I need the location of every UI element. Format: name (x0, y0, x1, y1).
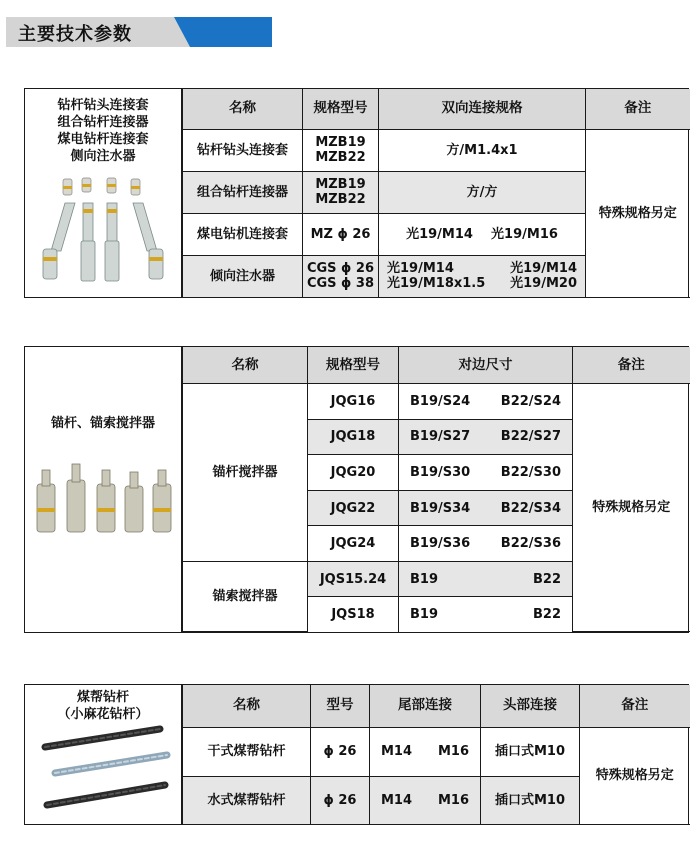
page-title: 主要技术参数 (18, 24, 132, 45)
row-tail: M14 M16 (370, 727, 481, 776)
side-line-1: 钻杆钻头连接套 (57, 98, 149, 113)
col-header-note: 备注 (573, 347, 690, 384)
col-header-name: 名称 (183, 685, 311, 727)
row-size: B19 B22 (399, 561, 573, 597)
row-model: JQG24 (308, 526, 399, 562)
row-model: CGS ϕ 26 CGS ϕ 38 (303, 255, 379, 297)
section-drill-rods (24, 684, 689, 825)
side-line-2: 组合钻杆连接器 (57, 115, 149, 130)
section-connectors (24, 88, 689, 298)
drill-rods-side-panel (25, 685, 182, 824)
note-cell: 特殊规格另定 (580, 727, 690, 824)
col-header-tail: 尾部连接 (370, 685, 481, 727)
mixers-table (182, 347, 690, 632)
row-spec: 光19/M14 光19/M14 光19/M18x1.5 光19/M20 (379, 255, 586, 297)
row-name: 煤电钻机连接套 (183, 213, 303, 255)
col-header-head: 头部连接 (481, 685, 580, 727)
group-name: 锚索搅拌器 (183, 561, 308, 631)
col-header-spec: 双向连接规格 (379, 89, 586, 129)
row-model: ϕ 26 (311, 727, 370, 776)
row-name: 水式煤帮钻杆 (183, 776, 311, 824)
row-model: JQG20 (308, 455, 399, 491)
col-header-name: 名称 (183, 347, 308, 384)
row-head: 插口式M10 (481, 776, 580, 824)
row-size: B19/S34 B22/S34 (399, 490, 573, 526)
row-size: B19 B22 (399, 597, 573, 632)
row-model: JQG22 (308, 490, 399, 526)
row-model: JQG18 (308, 419, 399, 455)
row-name: 组合钻杆连接器 (183, 171, 303, 213)
connectors-side-panel (25, 89, 182, 297)
note-cell: 特殊规格另定 (586, 129, 690, 297)
group-name: 锚杆搅拌器 (183, 384, 308, 562)
row-model: JQS15.24 (308, 561, 399, 597)
col-header-model: 型号 (311, 685, 370, 727)
row-model: MZB19 MZB22 (303, 129, 379, 171)
row-model: MZ ϕ 26 (303, 213, 379, 255)
row-model: MZB19 MZB22 (303, 171, 379, 213)
row-tail: M14 M16 (370, 776, 481, 824)
note-cell: 特殊规格另定 (573, 384, 690, 632)
row-spec: 方/M1.4x1 (379, 129, 586, 171)
row-size: B19/S24 B22/S24 (399, 384, 573, 420)
row-size: B19/S30 B22/S30 (399, 455, 573, 491)
row-name: 干式煤帮钻杆 (183, 727, 311, 776)
row-spec: 方/方 (379, 171, 586, 213)
mixers-side-title: 锚杆、锚索搅拌器 (50, 416, 155, 431)
side-line-4: 侧向注水器 (70, 149, 136, 164)
drill-rods-table (182, 685, 690, 825)
row-size: B19/S36 B22/S36 (399, 526, 573, 562)
connectors-table (182, 89, 690, 298)
col-header-name: 名称 (183, 89, 303, 129)
side-line-2: （小麻花钻杆） (57, 707, 149, 722)
col-header-note: 备注 (580, 685, 690, 727)
section-mixers (24, 346, 689, 633)
col-header-note: 备注 (586, 89, 690, 129)
side-line-3: 煤电钻杆连接套 (57, 132, 149, 147)
row-model: ϕ 26 (311, 776, 370, 824)
mixer-photo (25, 462, 182, 552)
row-name: 倾向注水器 (183, 255, 303, 297)
section-header-bar (6, 17, 272, 47)
drill-rod-photo (25, 725, 182, 825)
col-header-model: 规格型号 (303, 89, 379, 129)
row-model: JQS18 (308, 597, 399, 632)
row-head: 插口式M10 (481, 727, 580, 776)
row-model: JQG16 (308, 384, 399, 420)
col-header-model: 规格型号 (308, 347, 399, 384)
mixers-side-panel (25, 347, 182, 632)
col-header-size: 对边尺寸 (399, 347, 573, 384)
side-line-1: 煤帮钻杆 (76, 690, 129, 705)
connector-photo (25, 169, 182, 299)
row-name: 钻杆钻头连接套 (183, 129, 303, 171)
row-size: B19/S27 B22/S27 (399, 419, 573, 455)
row-spec: 光19/M14 光19/M16 (379, 213, 586, 255)
